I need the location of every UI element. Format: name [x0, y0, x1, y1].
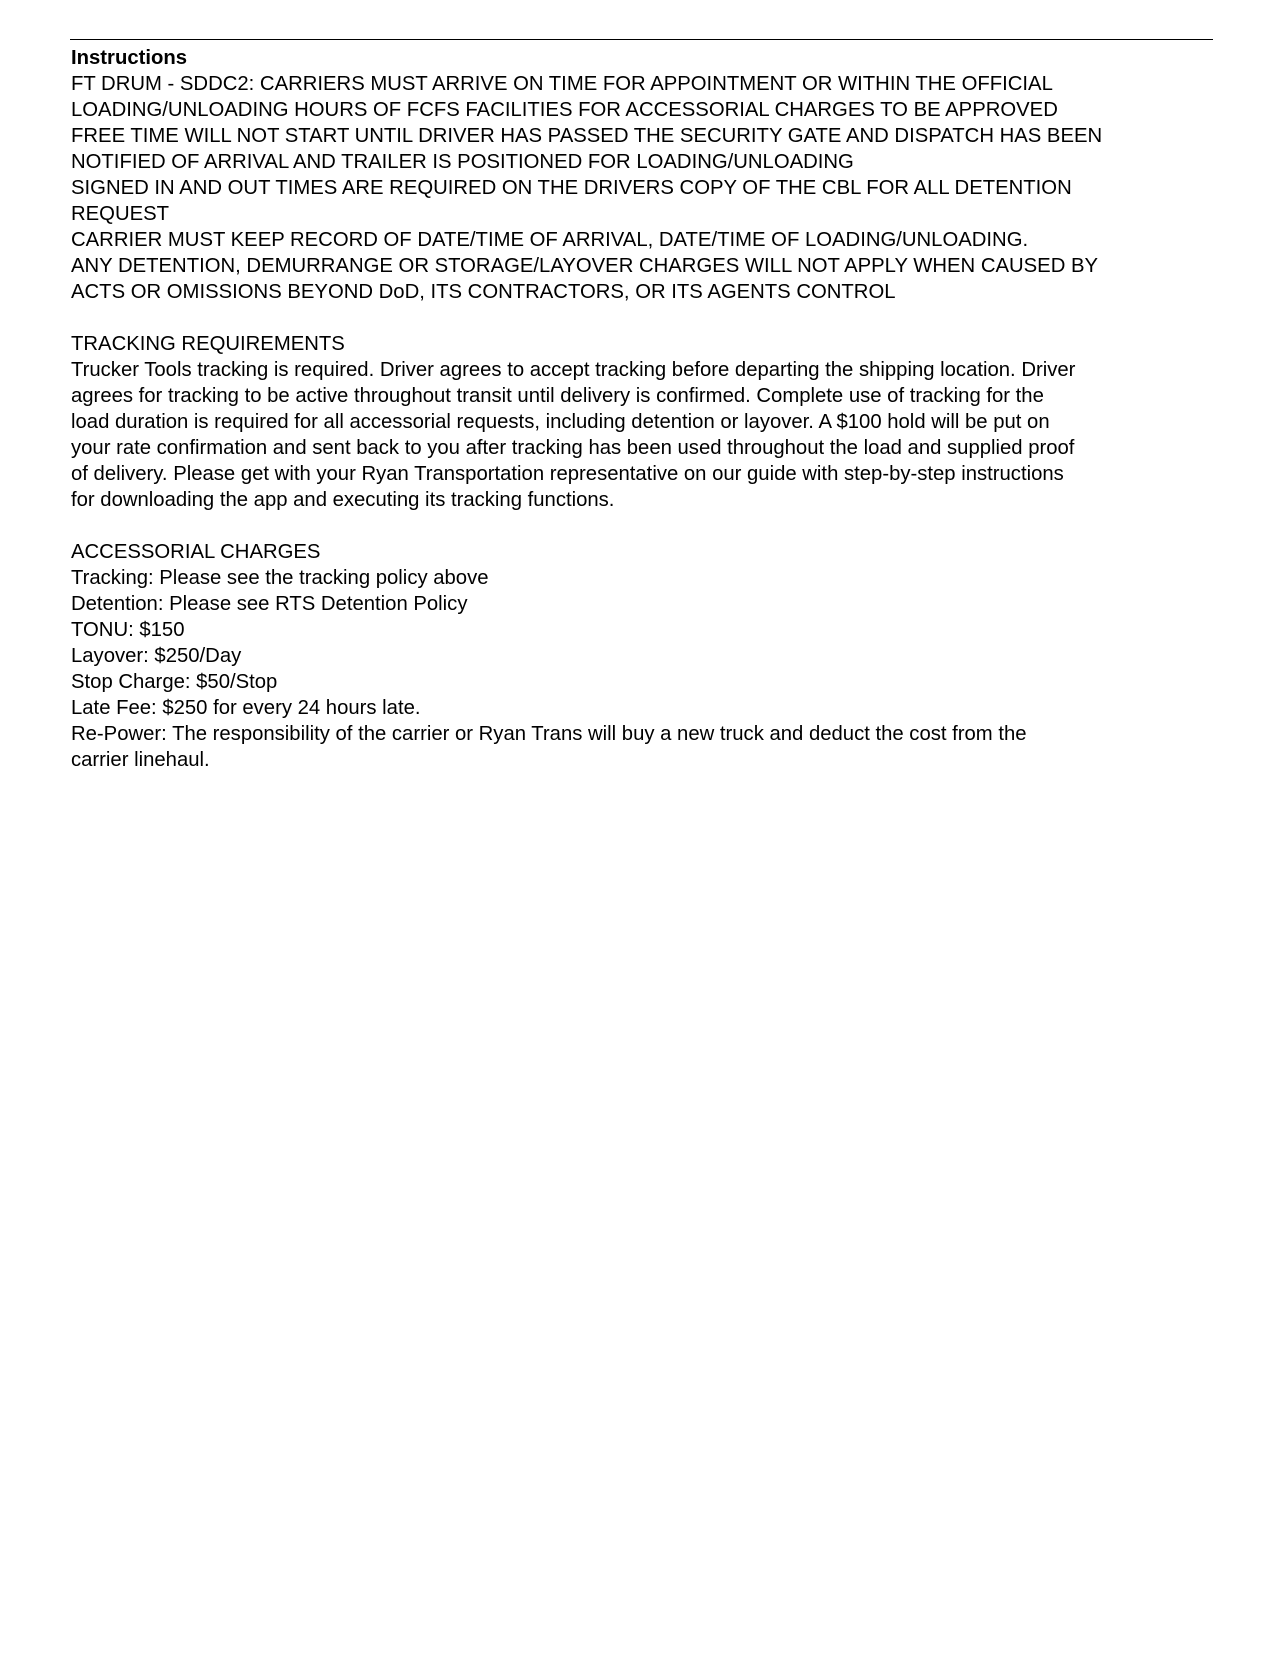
instructions-line: REQUEST — [71, 203, 170, 225]
tracking-line: for downloading the app and executing its tracking functions. — [71, 489, 615, 511]
accessorial-line-tracking: Tracking: Please see the tracking policy above — [71, 567, 489, 589]
accessorial-line-detention: Detention: Please see RTS Detention Policy — [71, 593, 468, 615]
tracking-line: of delivery. Please get with your Ryan Transportation representative on our guide with step-by-step instructions — [71, 463, 1064, 485]
instructions-line: FT DRUM - SDDC2: CARRIERS MUST ARRIVE ON TIME FOR APPOINTMENT OR WITHIN THE OFFICIAL — [71, 73, 1053, 95]
accessorial-section — [71, 539, 1221, 773]
section-spacer — [71, 305, 1221, 331]
tracking-line: Trucker Tools tracking is required. Driver agrees to accept tracking before departing the shipping location. Driver — [71, 359, 1076, 381]
tracking-line: load duration is required for all accessorial requests, including detention or layover. A $100 hold will be put on — [71, 411, 1050, 433]
instructions-line: ACTS OR OMISSIONS BEYOND DoD, ITS CONTRACTORS, OR ITS AGENTS CONTROL — [71, 281, 896, 303]
document-body — [71, 45, 1221, 773]
instructions-line: SIGNED IN AND OUT TIMES ARE REQUIRED ON THE DRIVERS COPY OF THE CBL FOR ALL DETENTION — [71, 177, 1072, 199]
top-divider-line — [70, 39, 1213, 40]
section-spacer — [71, 513, 1221, 539]
accessorial-heading: ACCESSORIAL CHARGES — [71, 541, 321, 563]
instructions-line: FREE TIME WILL NOT START UNTIL DRIVER HAS PASSED THE SECURITY GATE AND DISPATCH HAS BEEN — [71, 125, 1103, 147]
instructions-line: LOADING/UNLOADING HOURS OF FCFS FACILITIES FOR ACCESSORIAL CHARGES TO BE APPROVED — [71, 99, 1058, 121]
tracking-heading: TRACKING REQUIREMENTS — [71, 333, 345, 355]
accessorial-line-re-power: Re-Power: The responsibility of the carrier or Ryan Trans will buy a new truck and deduct the cost from the — [71, 723, 1027, 745]
tracking-line: your rate confirmation and sent back to you after tracking has been used throughout the load and supplied proof — [71, 437, 1075, 459]
instructions-line: CARRIER MUST KEEP RECORD OF DATE/TIME OF ARRIVAL, DATE/TIME OF LOADING/UNLOADING. — [71, 229, 1029, 251]
instructions-section — [71, 45, 1221, 305]
instructions-line: NOTIFIED OF ARRIVAL AND TRAILER IS POSITIONED FOR LOADING/UNLOADING — [71, 151, 854, 173]
accessorial-line-layover: Layover: $250/Day — [71, 645, 242, 667]
instructions-heading: Instructions — [71, 47, 188, 69]
accessorial-line-tonu: TONU: $150 — [71, 619, 185, 641]
tracking-line: agrees for tracking to be active throughout transit until delivery is confirmed. Complete use of tracking for the — [71, 385, 1044, 407]
instructions-line: ANY DETENTION, DEMURRANGE OR STORAGE/LAYOVER CHARGES WILL NOT APPLY WHEN CAUSED BY — [71, 255, 1099, 277]
tracking-section — [71, 331, 1221, 513]
accessorial-line-stop-charge: Stop Charge: $50/Stop — [71, 671, 278, 693]
accessorial-line-re-power-cont: carrier linehaul. — [71, 749, 210, 771]
accessorial-line-late-fee: Late Fee: $250 for every 24 hours late. — [71, 697, 421, 719]
